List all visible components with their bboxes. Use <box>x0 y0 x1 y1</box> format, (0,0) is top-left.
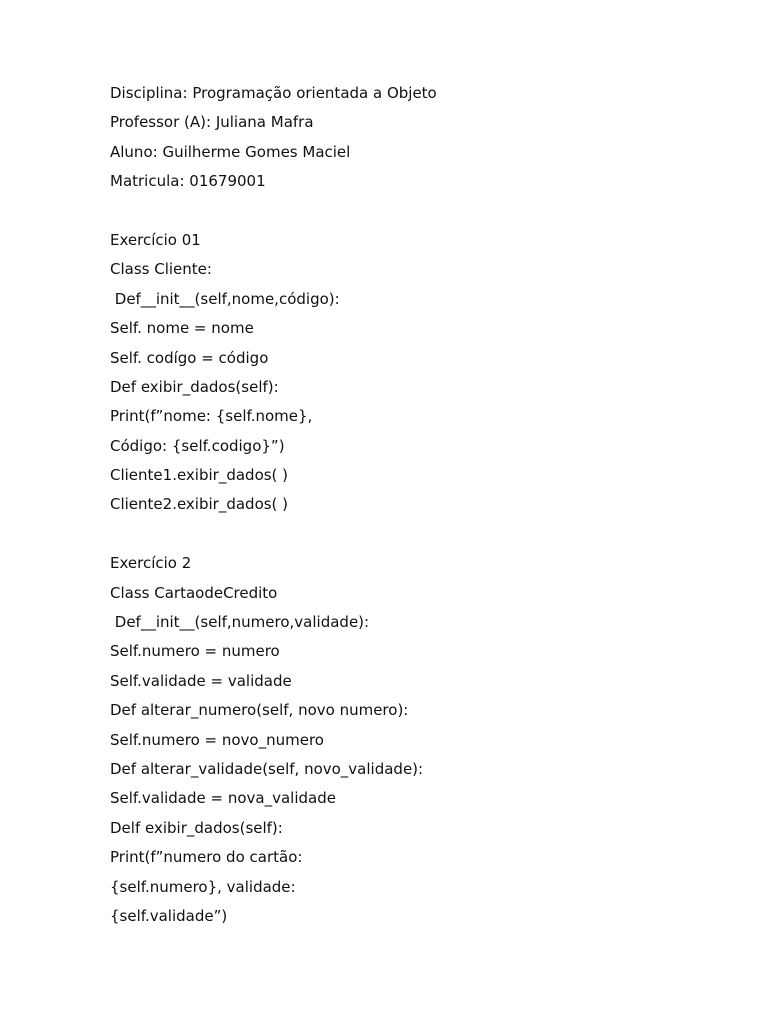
code-line: Def alterar_validade(self, novo_validade): <box>110 759 424 778</box>
code-line: Cliente2.exibir_dados( ) <box>110 495 289 514</box>
aluno-line: Aluno: Guilherme Gomes Maciel <box>110 142 351 161</box>
spacer <box>110 524 730 553</box>
professor-line: Professor (A): Juliana Mafra <box>110 113 314 132</box>
code-line: Class CartaodeCredito <box>110 583 278 602</box>
code-line: Self.numero = numero <box>110 642 280 661</box>
code-line: Cliente1.exibir_dados( ) <box>110 466 289 485</box>
code-line: Delf exibir_dados(self): <box>110 818 283 837</box>
disciplina-line: Disciplina: Programação orientada a Objeto <box>110 84 437 102</box>
code-line: Def alterar_numero(self, novo numero): <box>110 701 409 720</box>
exercise-2-section <box>110 553 730 935</box>
code-line: Def__init__(self,numero,validade): <box>110 613 370 632</box>
code-line: Self. codígo = código <box>110 348 269 367</box>
header-block <box>110 83 730 201</box>
code-line: Self.numero = novo_numero <box>110 730 324 749</box>
code-line: Self.validade = nova_validade <box>110 789 336 808</box>
code-line: Def exibir_dados(self): <box>110 377 279 396</box>
code-line: Self. nome = nome <box>110 319 254 338</box>
document-page <box>110 83 730 935</box>
code-line: Self.validade = validade <box>110 671 292 690</box>
code-line: {self.numero}, validade: <box>110 877 296 896</box>
code-line: Print(f”numero do cartão: <box>110 848 303 867</box>
code-line: Def__init__(self,nome,código): <box>110 289 340 308</box>
code-line: {self.validade”) <box>110 906 228 925</box>
exercise-1-title: Exercício 01 <box>110 230 201 249</box>
spacer <box>110 201 730 230</box>
exercise-1-section <box>110 230 730 524</box>
exercise-2-title: Exercício 2 <box>110 554 192 573</box>
code-line: Print(f”nome: {self.nome}, <box>110 407 313 426</box>
matricula-line: Matricula: 01679001 <box>110 172 266 191</box>
code-line: Class Cliente: <box>110 260 212 279</box>
code-line: Código: {self.codigo}”) <box>110 436 285 455</box>
